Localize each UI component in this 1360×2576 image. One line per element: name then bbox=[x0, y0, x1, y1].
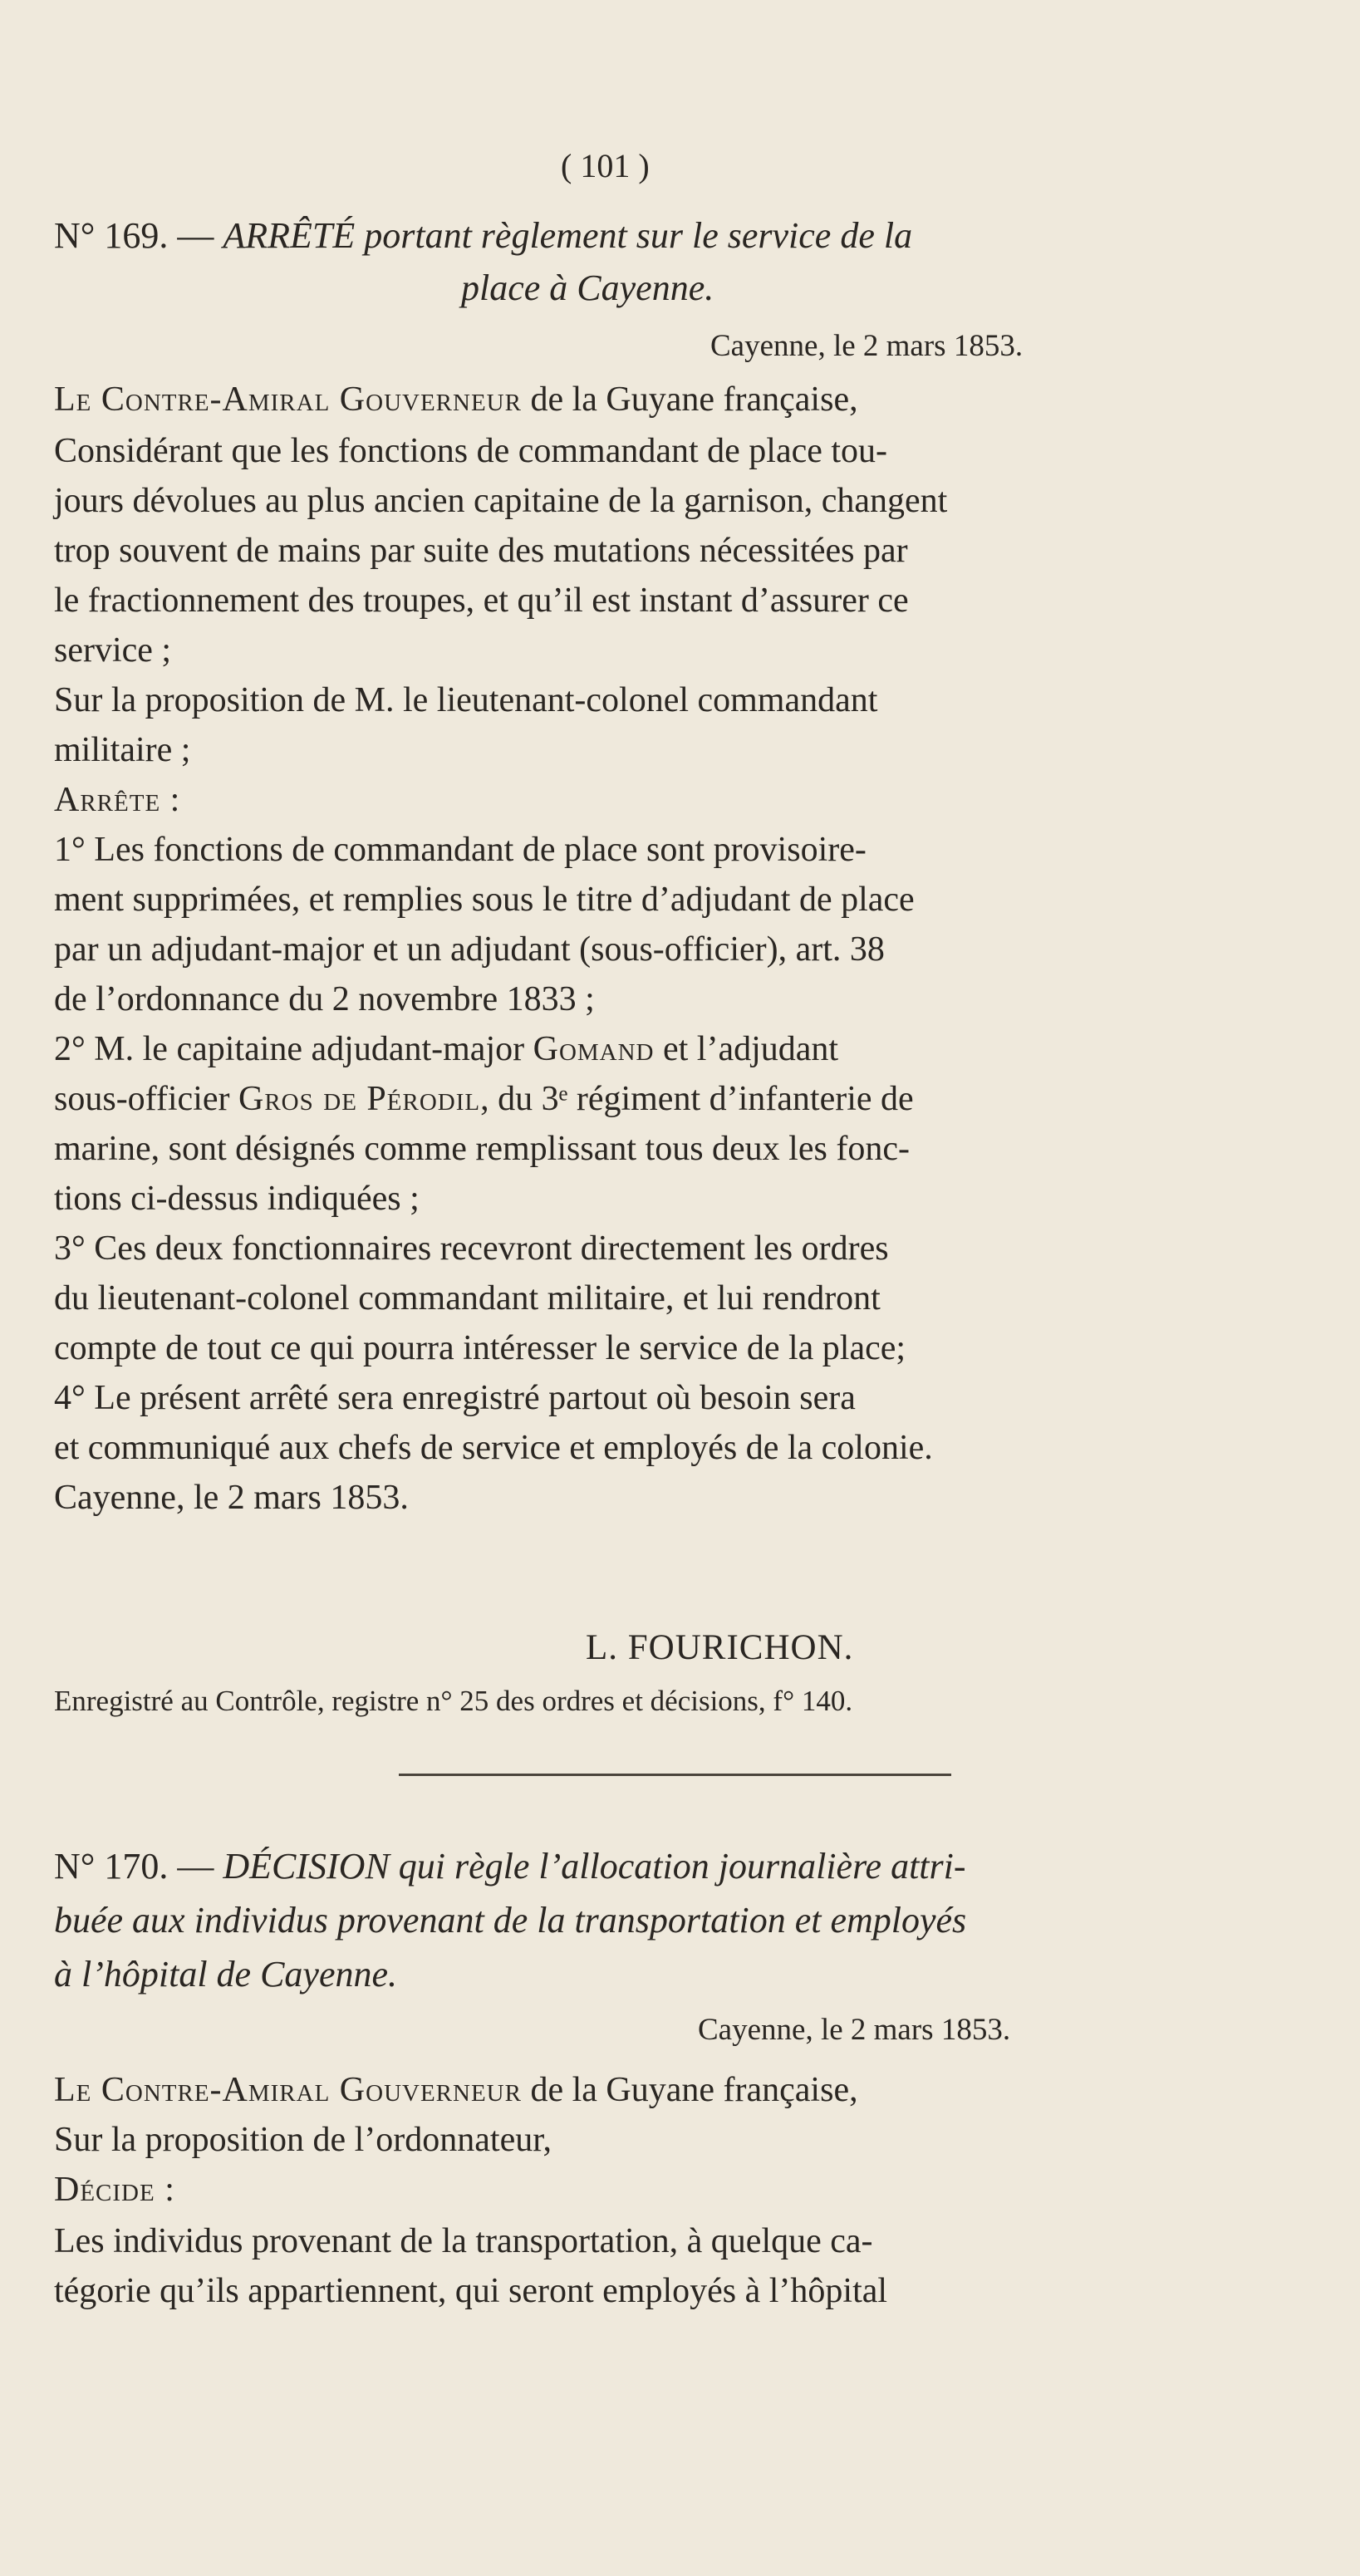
doc-169-line: trop souvent de mains par suite des mutations nécessitées par bbox=[54, 532, 908, 570]
doc-169-line: du lieutenant-colonel commandant militaire, et lui rendront bbox=[54, 1279, 881, 1317]
signature-name: L. FOURICHON. bbox=[586, 1628, 854, 1667]
doc-169-line: 2° M. le capitaine adjudant-major Gomand et l’adjudant bbox=[54, 1030, 839, 1068]
doc-169-line: Cayenne, le 2 mars 1853. bbox=[54, 1479, 409, 1517]
doc-169-line: de l’ordonnance du 2 novembre 1833 ; bbox=[54, 980, 595, 1018]
doc-170-heading-line-1: N° 170. — DÉCISION qui règle l’allocation journalière attri- bbox=[54, 1846, 966, 1887]
doc-169-line: sous-officier Gros de Pérodil, du 3ᵉ régiment d’infanterie de bbox=[54, 1080, 914, 1118]
doc-169-line: 3° Ces deux fonctionnaires recevront directement les ordres bbox=[54, 1229, 889, 1268]
doc-170-heading-line-2: buée aux individus provenant de la transportation et employés bbox=[54, 1900, 967, 1941]
doc-170-line: Décide : bbox=[54, 2171, 175, 2209]
doc-170-line: Les individus provenant de la transportation, à quelque ca- bbox=[54, 2222, 873, 2260]
doc-169-line: service ; bbox=[54, 631, 172, 670]
doc-169-line: Arrête : bbox=[54, 781, 181, 819]
registration-note: Enregistré au Contrôle, registre n° 25 des ordres et décisions, f° 140. bbox=[54, 1685, 853, 1717]
doc-169-line: par un adjudant-major et un adjudant (sous-officier), art. 38 bbox=[54, 930, 885, 969]
doc-170-line: Le Contre-Amiral Gouverneur de la Guyane française, bbox=[54, 2071, 858, 2109]
doc-169-dateline: Cayenne, le 2 mars 1853. bbox=[710, 329, 1024, 363]
doc-169-line: jours dévolues au plus ancien capitaine de la garnison, changent bbox=[54, 482, 948, 520]
doc-169-line: 1° Les fonctions de commandant de place sont provisoire- bbox=[54, 831, 867, 869]
doc-170-line: tégorie qu’ils appartiennent, qui seront employés à l’hôpital bbox=[54, 2272, 888, 2310]
doc-170-heading-line-3: à l’hôpital de Cayenne. bbox=[54, 1954, 398, 1995]
doc-169-line: Considérant que les fonctions de commandant de place tou- bbox=[54, 432, 888, 470]
doc-169-heading-line-2: place à Cayenne. bbox=[461, 267, 714, 308]
doc-169-heading-line-1: N° 169. — ARRÊTÉ portant règlement sur le service de la bbox=[54, 215, 913, 256]
doc-169-line: militaire ; bbox=[54, 731, 191, 769]
section-divider bbox=[399, 1774, 951, 1776]
doc-169-line: le fractionnement des troupes, et qu’il est instant d’assurer ce bbox=[54, 581, 909, 620]
doc-169-line: et communiqué aux chefs de service et employés de la colonie. bbox=[54, 1429, 933, 1467]
doc-169-line: compte de tout ce qui pourra intéresser le service de la place; bbox=[54, 1329, 906, 1367]
doc-169-line: marine, sont désignés comme remplissant tous deux les fonc- bbox=[54, 1130, 910, 1168]
page-number: ( 101 ) bbox=[561, 147, 650, 184]
doc-169-line: 4° Le présent arrêté sera enregistré partout où besoin sera bbox=[54, 1379, 856, 1417]
doc-169-line: Le Contre-Amiral Gouverneur de la Guyane française, bbox=[54, 380, 858, 419]
doc-170-dateline: Cayenne, le 2 mars 1853. bbox=[698, 2013, 1011, 2047]
doc-169-line: tions ci-dessus indiquées ; bbox=[54, 1180, 420, 1218]
doc-169-line: Sur la proposition de M. le lieutenant-colonel commandant bbox=[54, 681, 878, 719]
doc-169-line: ment supprimées, et remplies sous le titre d’adjudant de place bbox=[54, 881, 915, 919]
doc-170-line: Sur la proposition de l’ordonnateur, bbox=[54, 2121, 552, 2159]
